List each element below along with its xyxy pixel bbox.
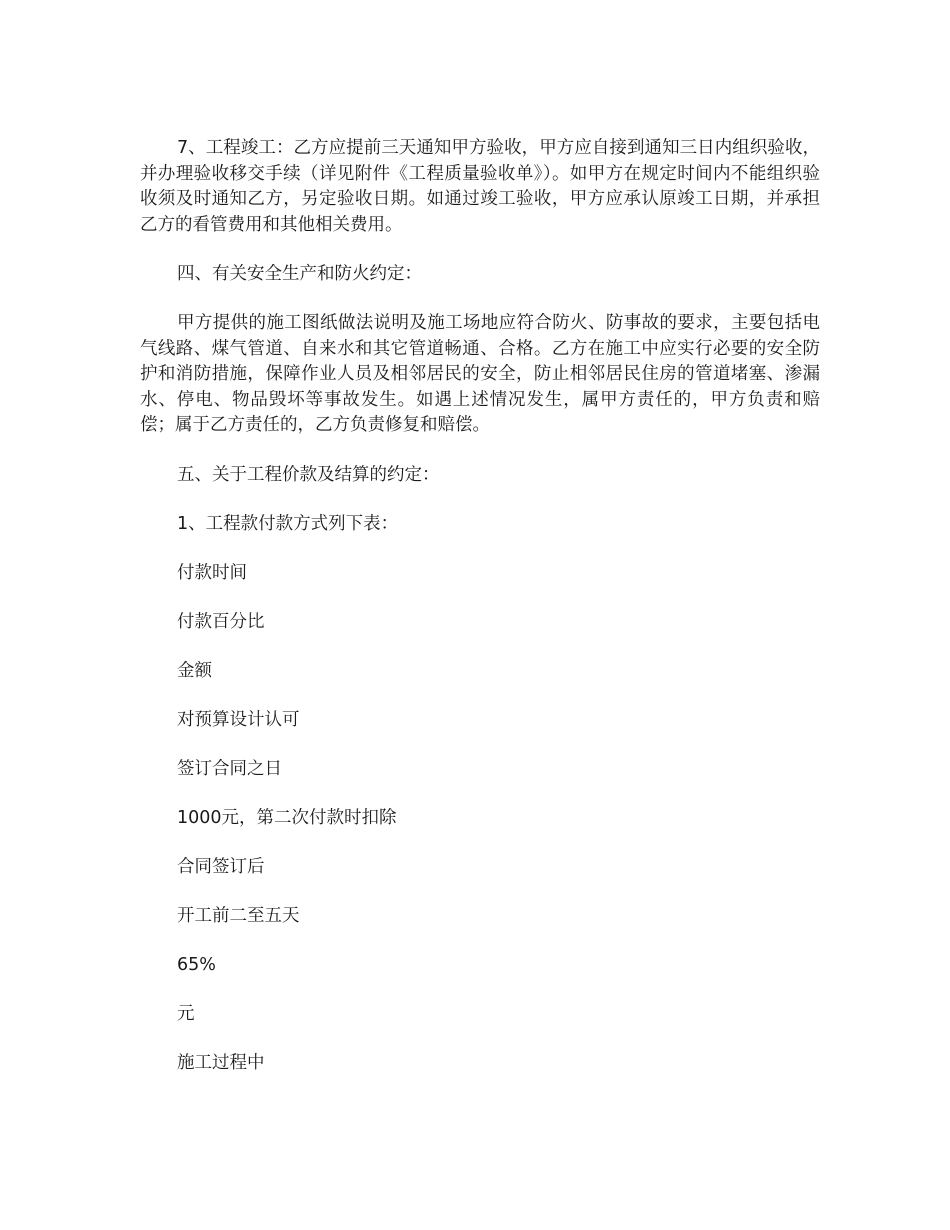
paragraph-payment-method: 1、工程款付款方式列下表：: [177, 513, 399, 534]
paragraph-safety-clause: 甲方提供的施工图纸做法说明及施工场地应符合防火、防事故的要求，主要包括电气线路、煤气管道、自来水和其它管道畅通、合格。乙方在施工中应实行必要的安全防护和消防措施，保障作业人员及相邻居民的安全，防止相邻居民住房的管道堵塞、渗漏水、停电、物品毁坏等事故发生。如遇上述情况发生，属甲方责任的，甲方负责和赔偿；属于乙方责任的，乙方负责修复和赔偿。: [140, 313, 820, 435]
table-cell-contract-day: 签订合同之日: [177, 758, 282, 779]
table-cell-deposit: 1000元，第二次付款时扣除: [177, 807, 397, 828]
table-cell-amount: 金额: [177, 660, 212, 681]
table-cell-after-signing: 合同签订后: [177, 856, 265, 877]
table-cell-during-construction: 施工过程中: [177, 1052, 265, 1073]
table-cell-percent-65: 65%: [177, 954, 216, 975]
section-heading-safety: 四、有关安全生产和防火约定：: [177, 264, 422, 284]
section-heading-payment: 五、关于工程价款及结算的约定：: [177, 464, 440, 485]
table-cell-before-start: 开工前二至五天: [177, 905, 300, 926]
table-cell-yuan: 元: [177, 1003, 195, 1024]
table-cell-payment-percent: 付款百分比: [177, 611, 265, 632]
document-page: [140, 136, 820, 1100]
table-cell-budget-approval: 对预算设计认可: [177, 709, 300, 730]
table-cell-payment-time: 付款时间: [177, 562, 247, 583]
paragraph-completion-clause: 7、工程竣工：乙方应提前三天通知甲方验收，甲方应自接到通知三日内组织验收，并办理验收移交手续（详见附件《工程质量验收单》）。如甲方在规定时间内不能组织验收须及时通知乙方，另定验收日期。如通过竣工验收，甲方应承认原竣工日期，并承担乙方的看管费用和其他相关费用。: [140, 138, 820, 235]
